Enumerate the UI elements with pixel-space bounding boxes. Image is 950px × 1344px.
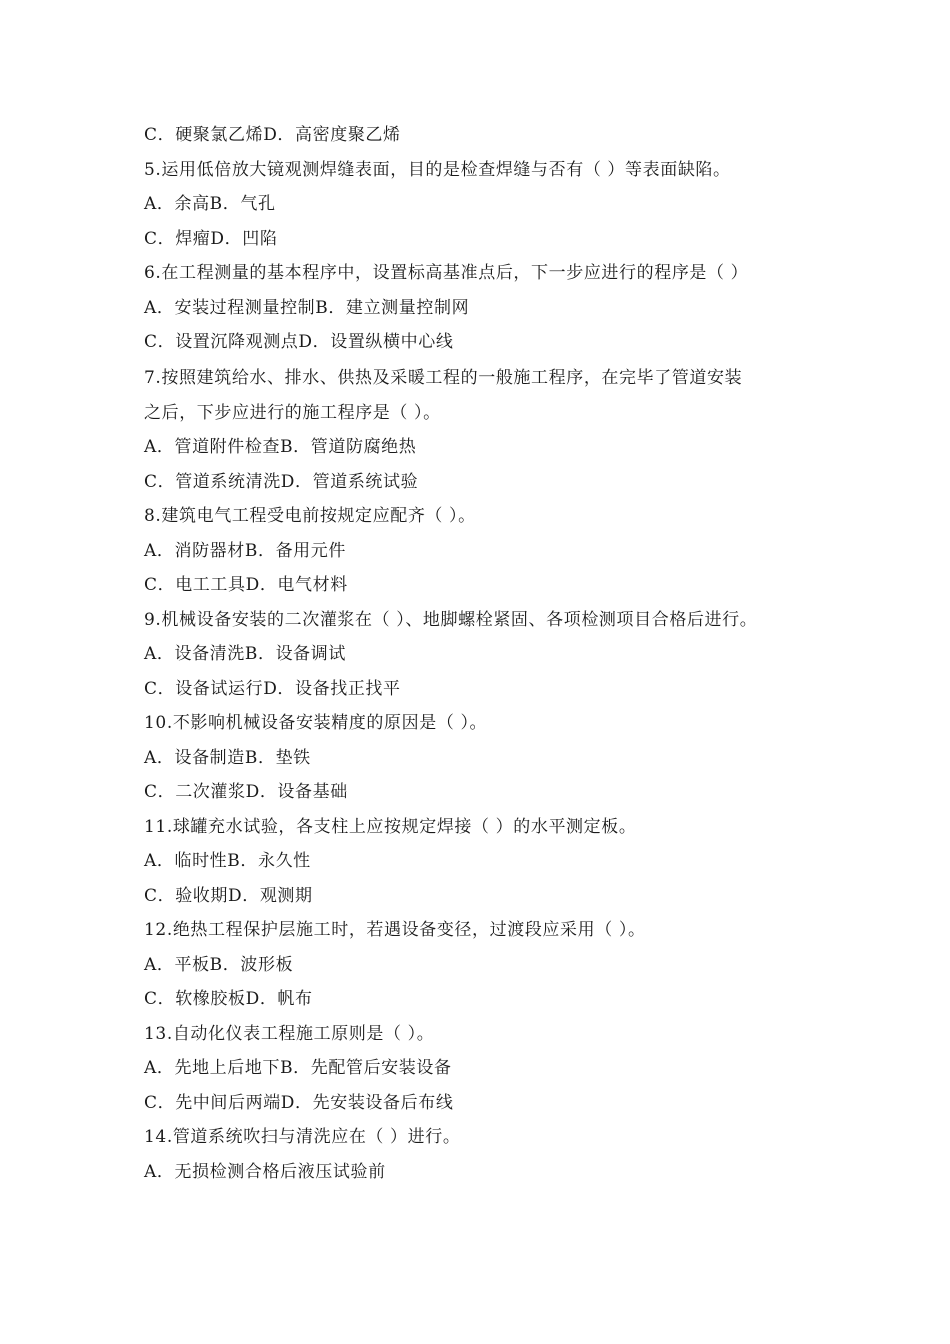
option-line-q13-ab: A．先地上后地下B．先配管后安装设备	[144, 1058, 452, 1078]
option-line-q7-ab: A．管道附件检查B．管道防腐绝热	[144, 437, 417, 457]
option-line-q11-cd: C．验收期D．观测期	[144, 885, 313, 906]
option-line-q6-cd: C．设置沉降观测点D．设置纵横中心线	[144, 332, 454, 352]
question-14: 14.管道系统吹扫与清洗应在（ ）进行。	[144, 1127, 461, 1147]
document-body	[144, 118, 844, 1189]
option-line-q4-cd: C．硬聚氯乙烯D．高密度聚乙烯	[144, 125, 401, 145]
question-12: 12.绝热工程保护层施工时，若遇设备变径，过渡段应采用（ ）。	[144, 920, 646, 940]
option-line-q7-cd: C．管道系统清洗D．管道系统试验	[144, 471, 419, 492]
question-7-continued: 之后，下步应进行的施工程序是（ ）。	[144, 402, 441, 423]
option-line-q6-ab: A．安装过程测量控制B．建立测量控制网	[144, 297, 470, 318]
question-5: 5.运用低倍放大镜观测焊缝表面，目的是检查焊缝与否有（ ）等表面缺陷。	[144, 159, 731, 180]
option-line-q10-ab: A．设备制造B．垫铁	[144, 747, 311, 768]
question-7: 7.按照建筑给水、排水、供热及采暖工程的一般施工程序，在完毕了管道安装	[144, 367, 743, 388]
option-line-q5-ab: A．余高B．气孔	[144, 194, 276, 214]
option-line-q5-cd: C．焊瘤D．凹陷	[144, 228, 278, 249]
question-10: 10.不影响机械设备安装精度的原因是（ ）。	[144, 713, 488, 733]
question-11: 11.球罐充水试验，各支柱上应按规定焊接（ ）的水平测定板。	[144, 816, 637, 837]
question-8: 8.建筑电气工程受电前按规定应配齐（ ）。	[144, 506, 476, 526]
question-6: 6.在工程测量的基本程序中，设置标高基准点后，下一步应进行的程序是（ ）	[144, 263, 749, 283]
question-9: 9.机械设备安装的二次灌浆在（ ）、地脚螺栓紧固、各项检测项目合格后进行。	[144, 609, 758, 630]
option-line-q12-cd: C．软橡胶板D．帆布	[144, 989, 313, 1009]
option-line-q11-ab: A．临时性B．永久性	[144, 851, 311, 871]
option-line-q14-a: A．无损检测合格后液压试验前	[144, 1161, 386, 1182]
option-line-q9-cd: C．设备试运行D．设备找正找平	[144, 678, 401, 699]
option-line-q8-cd: C．电工工具D．电气材料	[144, 575, 348, 595]
option-line-q10-cd: C．二次灌浆D．设备基础	[144, 782, 348, 802]
option-line-q13-cd: C．先中间后两端D．先安装设备后布线	[144, 1092, 454, 1113]
option-line-q12-ab: A．平板B．波形板	[144, 954, 294, 975]
question-13: 13.自动化仪表工程施工原则是（ ）。	[144, 1023, 435, 1044]
option-line-q8-ab: A．消防器材B．备用元件	[144, 540, 346, 561]
option-line-q9-ab: A．设备清洗B．设备调试	[144, 644, 346, 664]
